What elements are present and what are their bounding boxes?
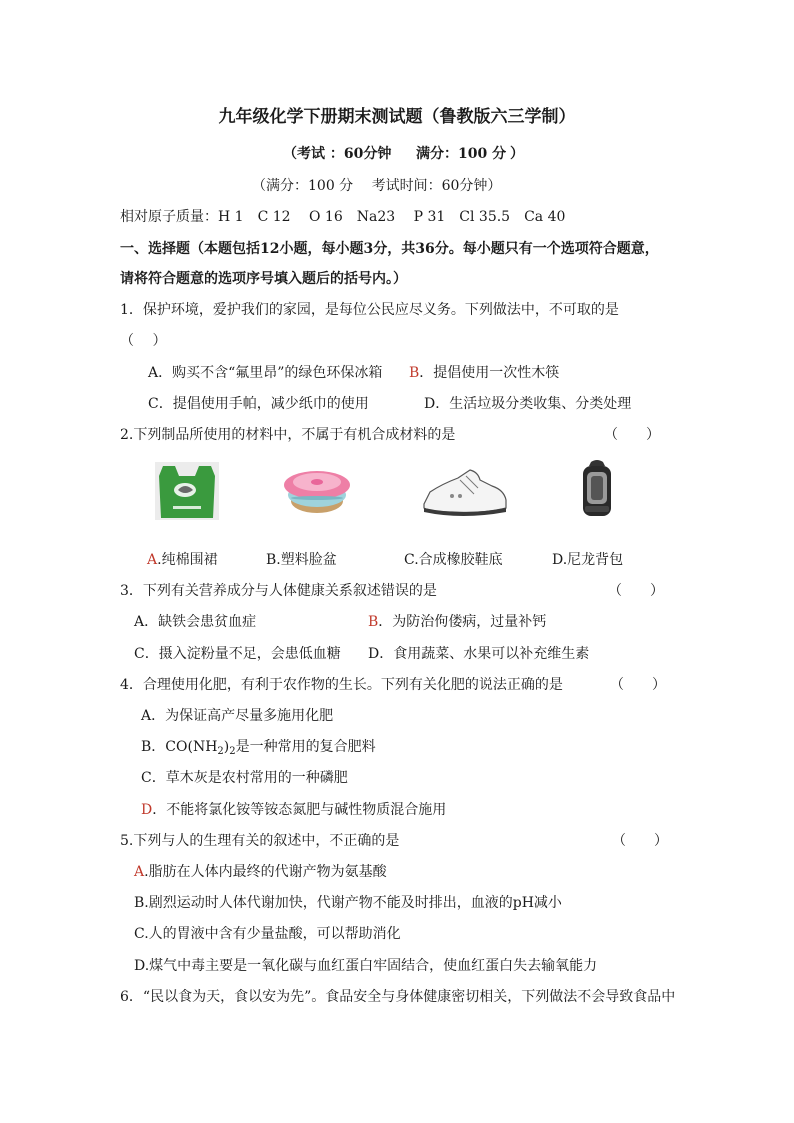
page-title: 九年级化学下册期末测试题（鲁教版六三学制） [218,107,576,127]
q5-option-a [134,863,387,881]
q1-option-b-letter: B [409,365,420,381]
q3-option-d: D．食用蔬菜、水果可以补充维生素 [368,646,590,662]
exam-full-score: 满分：100 分 [416,146,507,162]
q3-answer-paren: （ ） [608,583,664,599]
q5-option-a-text: .脂肪在人体内最终的代谢产物为氨基酸 [144,864,387,880]
q2-answer-paren: （ ） [604,427,660,443]
q2-option-a-letter: A [147,552,158,568]
q1-option-b-text: ．提倡使用一次性木筷 [419,365,560,381]
q2-option-a-text: .纯棉围裙 [157,552,218,568]
q5-option-a-letter: A [134,864,145,880]
q3-stem: 3．下列有关营养成分与人体健康关系叙述错误的是 [120,583,437,599]
q4-option-b-paren: ) [223,739,230,755]
q1-option-d: D．生活垃圾分类收集、分类处理 [424,396,632,412]
q4-option-b-subscript-2: 2 [229,746,236,757]
q3-option-b-text: ．为防治佝偻病，过量补钙 [378,614,547,630]
section-heading-line2: 请将符合题意的选项序号填入题后的括号内。） [120,271,407,287]
q4-option-c: C．草木灰是农村常用的一种磷肥 [141,770,348,786]
cotton-apron-image [155,462,219,520]
q4-option-b-prefix: B．CO(NH [141,739,218,755]
q6-stem: 6．“民以食为天，食以安为先”。食品安全与身体健康密切相关，下列做法不会导致食品中 [120,989,676,1005]
q3-option-b [368,613,546,631]
section-heading-line1: 一、选择题（本题包括12小题，每小题3分，共36分。每小题只有一个选项符合题意， [120,241,659,257]
exam-info-line: （满分：100 分 考试时间：60分钟） [252,178,502,194]
q2-stem: 2.下列制品所使用的材料中，不属于有机合成材料的是 [120,427,456,443]
q1-option-c: C．提倡使用手帕，减少纸巾的使用 [148,396,369,412]
q2-option-b: B.塑料脸盆 [266,552,337,568]
q4-option-d-text: ．不能将氯化铵等铵态氮肥与碱性物质混合施用 [152,802,447,818]
plastic-basin-image [282,463,352,517]
q4-option-d [141,801,446,819]
q4-option-b-suffix: 是一种常用的复合肥料 [235,739,376,755]
q1-option-b [409,364,559,382]
q3-option-a: A．缺铁会患贫血症 [134,614,257,630]
q1-answer-paren: （ ） [120,333,167,349]
q5-stem: 5.下列与人的生理有关的叙述中，不正确的是 [120,833,400,849]
q2-option-c: C.合成橡胶鞋底 [404,552,503,568]
q1-option-a: A．购买不含“氟里昂”的绿色环保冰箱 [148,365,383,381]
q3-option-c: C．摄入淀粉量不足，会患低血糖 [134,646,341,662]
q1-stem: 1．保护环境，爱护我们的家园，是每位公民应尽义务。下列做法中，不可取的是 [120,302,619,318]
q5-option-c: C.人的胃液中含有少量盐酸，可以帮助消化 [134,926,401,942]
q5-answer-paren: （ ） [612,833,668,849]
exam-close-paren: ） [510,146,524,162]
q4-stem: 4．合理使用化肥，有利于农作物的生长。下列有关化肥的说法正确的是 [120,677,563,693]
q4-option-a: A．为保证高产尽量多施用化肥 [141,708,334,724]
q4-option-b-subscript: 2 [217,746,224,757]
atomic-mass-line: 相对原子质量：H 1 C 12 O 16 Na23 P 31 Cl 35.5 Ca 40 [120,209,566,225]
q5-option-d: D.煤气中毒主要是一氧化碳与血红蛋白牢固结合，使血红蛋白失去输氧能力 [134,958,598,974]
exam-duration: （考试 ：60分钟 [283,146,392,162]
q2-option-d: D.尼龙背包 [552,552,624,568]
q2-option-a [147,551,218,569]
q4-option-b [141,738,376,761]
q5-option-b: B.剧烈运动时人体代谢加快，代谢产物不能及时排出，血液的pH减小 [134,895,562,911]
q4-answer-paren: （ ） [610,677,666,693]
q4-option-d-letter: D [141,802,153,818]
q3-option-b-letter: B [368,614,379,630]
rubber-shoe-image [422,466,508,518]
nylon-backpack-image [577,458,617,518]
